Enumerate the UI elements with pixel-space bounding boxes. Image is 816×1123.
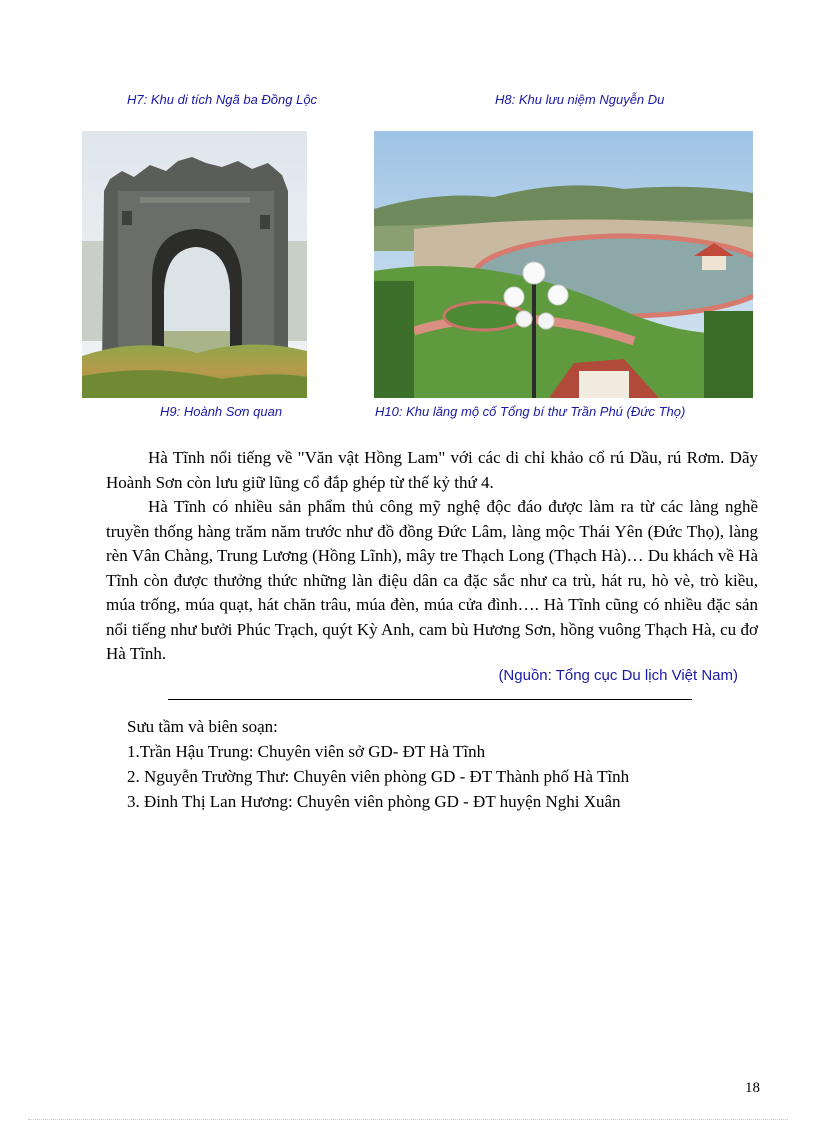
credit-item: 2. Nguyễn Trường Thư: Chuyên viên phòng GD - ĐT Thành phố Hà Tĩnh — [127, 767, 630, 786]
paragraph-2: Hà Tĩnh có nhiều sản phẩm thủ công mỹ nghệ độc đáo được làm ra từ các làng nghề truyền thống hàng trăm năm trước như đồ đồng Đức Lâm, làng mộc Thái Yên (Đức Thọ), làng rèn Vân Chàng, Trung Lương (Hồng Lĩnh), mây tre Thạch Long (Thạch Hà)… Du khách về Hà Tĩnh còn được thưởng thức những làn điệu dân ca đặc sắc như ca trù, hát ru, hò vè, trò kiều, múa trống, múa quạt, hát chăn trâu, múa đèn, múa cửa đình…. Hà Tĩnh cũng có nhiều đặc sản nổi tiếng như bưởi Phúc Trạch, quýt Kỳ Anh, cam bù Hương Sơn, hồng vuông Thạch Hà, cu đơ Hà Tĩnh. — [106, 497, 758, 663]
page-number: 18 — [745, 1080, 760, 1096]
credit-item: 3. Đinh Thị Lan Hương: Chuyên viên phòng GD - ĐT huyện Nghi Xuân — [127, 792, 621, 811]
source-note: (Nguồn: Tổng cục Du lịch Việt Nam) — [498, 667, 738, 684]
caption-h9: H9: Hoành Sơn quan — [160, 404, 283, 419]
separator-rule — [168, 699, 692, 700]
caption-h8: H8: Khu lưu niệm Nguyễn Du — [495, 92, 665, 107]
credit-item: 1.Trần Hậu Trung: Chuyên viên sở GD- ĐT Hà Tĩnh — [127, 742, 486, 761]
paragraph-1: Hà Tĩnh nổi tiếng về "Văn vật Hồng Lam" với các di chỉ khảo cổ rú Dầu, rú Rơm. Dãy Hoành Sơn còn lưu giữ lũng cổ đắp ghép từ thế kỷ thứ 4. — [106, 448, 758, 492]
tran-phu-memorial-photo — [374, 131, 753, 398]
credits-block — [127, 714, 629, 814]
credits-heading: Sưu tầm và biên soạn: — [127, 717, 278, 736]
caption-h7: H7: Khu di tích Ngã ba Đồng Lộc — [127, 92, 318, 107]
page-border — [28, 1119, 788, 1120]
caption-h10: H10: Khu lăng mộ cố Tổng bí thư Trần Phú (Đức Thọ) — [375, 404, 686, 419]
body-text — [106, 446, 758, 667]
hoanh-son-quan-photo — [82, 131, 307, 398]
